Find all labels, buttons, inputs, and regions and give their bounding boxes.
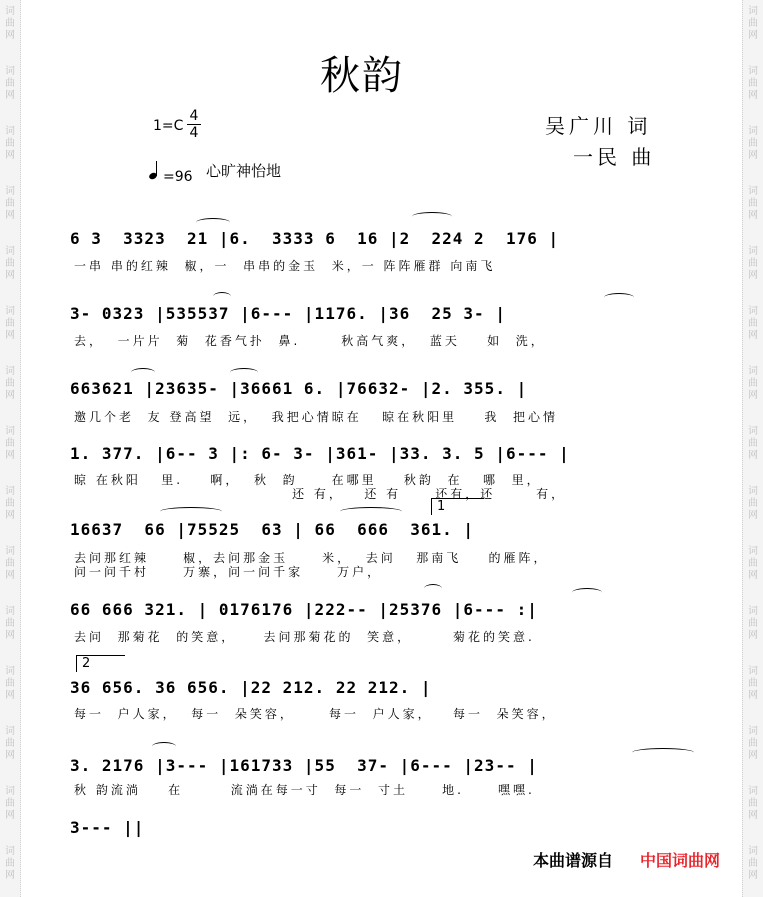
- watermark-glyph: 曲: [748, 258, 758, 269]
- watermark-glyph: 词: [5, 546, 15, 557]
- watermark-glyphs: [2, 546, 18, 582]
- watermark-glyph: 网: [748, 210, 758, 221]
- watermark-glyphs: [745, 6, 761, 42]
- watermark-glyph: 曲: [5, 18, 15, 29]
- watermark-glyphs: [745, 426, 761, 462]
- watermark-glyph: 网: [5, 390, 15, 401]
- watermark-glyph: 词: [748, 186, 758, 197]
- watermark-glyph: 词: [748, 126, 758, 137]
- watermark-glyph: 词: [5, 606, 15, 617]
- watermark-glyphs: [2, 666, 18, 702]
- watermark-glyph: 词: [748, 246, 758, 257]
- notation-line-4: 1. 377. |6-- 3 |: 6- 3- |361- |33. 3. 5 |6--- |: [70, 444, 570, 463]
- watermark-glyph: 词: [748, 6, 758, 17]
- watermark-glyph: 网: [748, 270, 758, 281]
- volta-label-1: 1: [437, 499, 446, 514]
- tempo-value: =96: [163, 169, 193, 185]
- volta-bracket-1: [431, 498, 484, 515]
- watermark-glyph: 词: [748, 726, 758, 737]
- watermark-glyphs: [2, 246, 18, 282]
- watermark-glyphs: [2, 726, 18, 762]
- slur-mark: [213, 292, 231, 301]
- watermark-glyph: 网: [748, 690, 758, 701]
- watermark-glyph: 曲: [748, 438, 758, 449]
- watermark-glyph: 词: [5, 726, 15, 737]
- watermark-glyphs: [2, 66, 18, 102]
- lyric-line-2: 去， 一片片 菊 花香气扑 鼻. 秋高气爽， 蓝天 如 洗，: [74, 334, 546, 348]
- watermark-glyph: 曲: [5, 138, 15, 149]
- watermark-glyph: 词: [748, 606, 758, 617]
- slur-mark: [412, 212, 452, 221]
- volta-label-2: 2: [82, 656, 91, 671]
- watermark-glyph: 网: [748, 810, 758, 821]
- watermark-glyph: 曲: [748, 18, 758, 29]
- mood-marking: 心旷神怡地: [206, 162, 282, 180]
- watermark-glyph: 词: [5, 186, 15, 197]
- watermark-glyph: 网: [5, 510, 15, 521]
- watermark-glyph: 曲: [748, 738, 758, 749]
- notation-line-6: 66 666 321. | 0176176 |222-- |25376 |6--- :|: [70, 600, 538, 619]
- watermark-glyph: 曲: [5, 438, 15, 449]
- watermark-glyph: 曲: [748, 198, 758, 209]
- notation-line-1: 6 3 3323 21 |6. 3333 6 16 |2 224 2 176 |: [70, 229, 560, 248]
- watermark-glyphs: [2, 126, 18, 162]
- watermark-glyph: 词: [5, 846, 15, 857]
- watermark-glyph: 网: [5, 450, 15, 461]
- watermark-glyph: 词: [748, 426, 758, 437]
- watermark-strip-left: [0, 0, 21, 897]
- watermark-glyph: 曲: [5, 318, 15, 329]
- lyric-line-3: 邀几个老 友 登高望 远， 我把心情晾在 晾在秋阳里 我 把心情: [74, 410, 559, 424]
- watermark-glyph: 词: [748, 366, 758, 377]
- notation-line-5: 16637 66 |75525 63 | 66 666 361. |: [70, 520, 475, 539]
- site-name[interactable]: 中国词曲网: [640, 851, 721, 870]
- key-signature: 1=C: [153, 118, 184, 134]
- watermark-glyph: 词: [5, 426, 15, 437]
- slur-mark: [340, 507, 402, 516]
- lyric-line-7: 每一 户人家， 每一 朵笑容， 每一 户人家， 每一 朵笑容，: [74, 707, 557, 721]
- watermark-glyph: 曲: [5, 618, 15, 629]
- slur-mark: [604, 293, 634, 302]
- lyric-line-4a: 晾 在秋阳 里. 啊， 秋 韵 在哪里 秋韵 在 哪 里，: [74, 473, 542, 487]
- watermark-glyph: 网: [5, 270, 15, 281]
- watermark-glyph: 网: [748, 750, 758, 761]
- notation-line-8: 3. 2176 |3--- |161733 |55 37- |6--- |23-- |: [70, 756, 538, 775]
- watermark-glyph: 词: [748, 66, 758, 77]
- slur-mark: [160, 507, 222, 516]
- notation-line-7: 36 656. 36 656. |22 212. 22 212. |: [70, 678, 432, 697]
- lyric-line-5a: 去问那红辣 椒，去问那金玉 米， 去问 那南飞 的雁阵，: [74, 551, 549, 565]
- lyric-line-4b: 还 有， 还 有 还有，还 有，: [74, 487, 567, 501]
- watermark-glyphs: [745, 786, 761, 822]
- watermark-glyph: 词: [5, 786, 15, 797]
- watermark-glyph: 曲: [5, 558, 15, 569]
- watermark-glyph: 网: [748, 450, 758, 461]
- song-title: 秋韵: [320, 53, 404, 99]
- watermark-glyph: 曲: [5, 798, 15, 809]
- watermark-glyph: 网: [748, 510, 758, 521]
- watermark-glyph: 网: [748, 570, 758, 581]
- watermark-glyph: 网: [5, 570, 15, 581]
- watermark-glyphs: [2, 486, 18, 522]
- watermark-glyph: 曲: [5, 858, 15, 869]
- watermark-glyphs: [745, 186, 761, 222]
- watermark-glyph: 曲: [748, 618, 758, 629]
- watermark-glyph: 网: [748, 90, 758, 101]
- time-signature: [187, 108, 201, 141]
- watermark-glyph: 词: [5, 486, 15, 497]
- lyric-line-1: 一串 串的红辣 椒，一 串串的金玉 米，一 阵阵雁群 向南飞: [74, 259, 496, 273]
- watermark-glyphs: [745, 306, 761, 342]
- watermark-glyphs: [745, 246, 761, 282]
- lyric-line-8: 秋 韵流淌 在 流淌在每一寸 每一 寸土 地. 嘿嘿.: [74, 783, 535, 797]
- watermark-glyph: 网: [5, 870, 15, 881]
- source-label: 本曲谱源自: [533, 851, 614, 870]
- watermark-glyph: 网: [748, 330, 758, 341]
- watermark-glyph: 网: [5, 750, 15, 761]
- watermark-glyph: 网: [5, 210, 15, 221]
- watermark-glyphs: [2, 426, 18, 462]
- watermark-glyph: 曲: [748, 78, 758, 89]
- watermark-glyph: 曲: [748, 138, 758, 149]
- watermark-glyphs: [745, 606, 761, 642]
- slur-mark: [632, 748, 694, 757]
- watermark-glyph: 网: [748, 630, 758, 641]
- watermark-glyph: 网: [748, 150, 758, 161]
- watermark-glyph: 词: [5, 126, 15, 137]
- watermark-glyph: 词: [5, 246, 15, 257]
- slur-mark: [572, 588, 602, 597]
- watermark-glyph: 网: [5, 690, 15, 701]
- watermark-glyph: 曲: [5, 498, 15, 509]
- watermark-glyph: 曲: [748, 858, 758, 869]
- watermark-glyph: 曲: [5, 198, 15, 209]
- watermark-glyph: 曲: [5, 78, 15, 89]
- slur-mark: [424, 584, 442, 593]
- watermark-glyph: 词: [748, 486, 758, 497]
- watermark-glyphs: [2, 366, 18, 402]
- watermark-glyphs: [745, 846, 761, 882]
- volta-bracket-2: [76, 655, 125, 672]
- watermark-glyphs: [2, 846, 18, 882]
- watermark-glyph: 曲: [748, 678, 758, 689]
- watermark-glyphs: [745, 546, 761, 582]
- watermark-glyphs: [2, 6, 18, 42]
- lyric-line-5b: 问一问千村 万寨，问一问千家 万户，: [74, 565, 383, 579]
- watermark-glyph: 网: [748, 390, 758, 401]
- watermark-glyph: 网: [5, 630, 15, 641]
- watermark-glyphs: [745, 66, 761, 102]
- composer-credit: 一民 曲: [573, 145, 656, 169]
- tempo-marking: [149, 161, 193, 185]
- watermark-glyph: 词: [748, 786, 758, 797]
- watermark-glyph: 词: [5, 6, 15, 17]
- watermark-glyph: 网: [5, 810, 15, 821]
- watermark-glyph: 词: [5, 306, 15, 317]
- quarter-note-icon: [149, 161, 163, 181]
- watermark-glyphs: [2, 606, 18, 642]
- watermark-glyph: 网: [748, 870, 758, 881]
- watermark-glyph: 网: [5, 90, 15, 101]
- watermark-glyph: 曲: [5, 738, 15, 749]
- watermark-glyph: 曲: [748, 378, 758, 389]
- slur-mark: [152, 742, 176, 751]
- watermark-glyph: 曲: [5, 258, 15, 269]
- watermark-glyph: 网: [5, 30, 15, 41]
- watermark-glyph: 词: [748, 546, 758, 557]
- watermark-glyphs: [745, 126, 761, 162]
- watermark-glyph: 词: [5, 366, 15, 377]
- watermark-glyph: 曲: [748, 318, 758, 329]
- watermark-glyph: 曲: [5, 378, 15, 389]
- watermark-glyphs: [2, 186, 18, 222]
- watermark-glyphs: [745, 726, 761, 762]
- watermark-glyph: 词: [5, 666, 15, 677]
- watermark-glyph: 词: [748, 306, 758, 317]
- notation-line-2: 3- 0323 |535537 |6--- |1176. |36 25 3- |: [70, 304, 506, 323]
- slur-mark: [230, 368, 258, 377]
- lyricist-credit: 吴广川 词: [545, 114, 652, 138]
- slur-mark: [196, 218, 230, 227]
- watermark-glyphs: [745, 666, 761, 702]
- watermark-glyph: 词: [748, 666, 758, 677]
- notation-line-9: 3--- ||: [70, 818, 145, 837]
- watermark-glyphs: [745, 486, 761, 522]
- watermark-glyph: 曲: [748, 798, 758, 809]
- watermark-glyph: 网: [5, 330, 15, 341]
- watermark-glyph: 词: [5, 66, 15, 77]
- lyric-line-6: 去问 那菊花 的笑意， 去问那菊花的 笑意， 菊花的笑意.: [74, 630, 535, 644]
- notation-line-3: 663621 |23635- |36661 6. |76632- |2. 355. |: [70, 379, 528, 398]
- watermark-glyph: 曲: [748, 558, 758, 569]
- time-signature-bottom: 4: [189, 125, 199, 141]
- watermark-strip-right: [742, 0, 763, 897]
- watermark-glyph: 网: [748, 30, 758, 41]
- watermark-glyph: 曲: [5, 678, 15, 689]
- watermark-glyphs: [745, 366, 761, 402]
- watermark-glyph: 词: [748, 846, 758, 857]
- watermark-glyph: 网: [5, 150, 15, 161]
- watermark-glyph: 曲: [748, 498, 758, 509]
- watermark-glyphs: [2, 786, 18, 822]
- watermark-glyphs: [2, 306, 18, 342]
- slur-mark: [131, 368, 155, 377]
- time-signature-top: 4: [187, 108, 201, 125]
